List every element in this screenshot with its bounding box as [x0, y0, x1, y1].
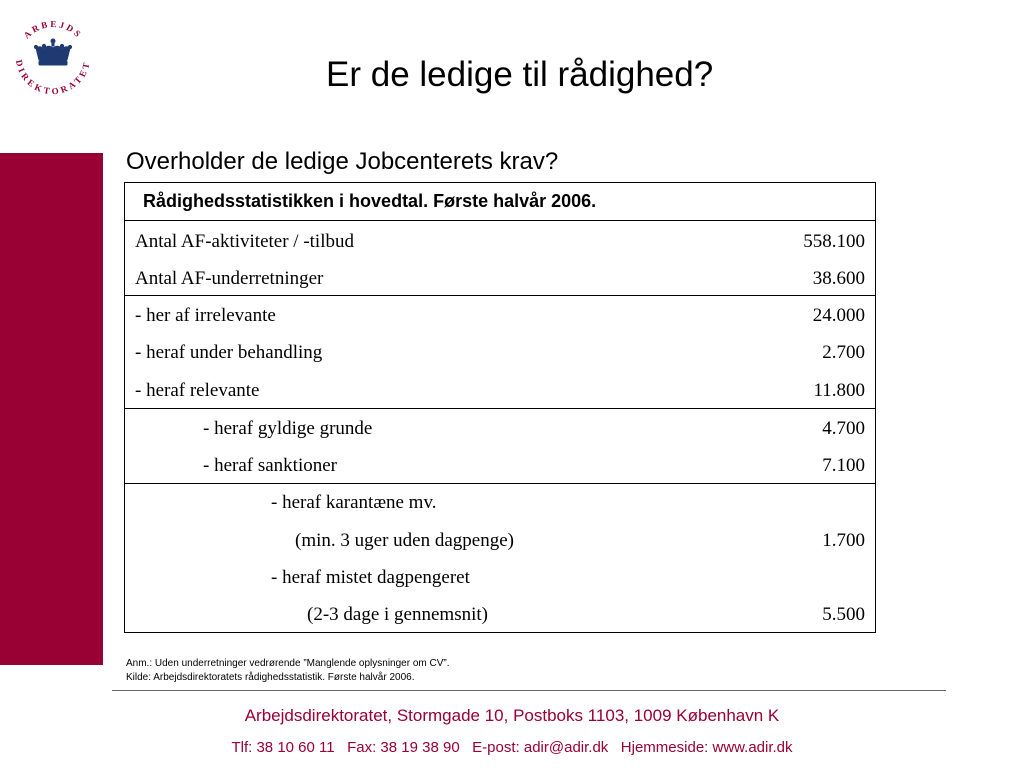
table-section-divider [125, 483, 875, 484]
table-row-label: (2-3 dage i gennemsnit) [307, 604, 488, 625]
table-row-label: Antal AF-aktiviteter / -tilbud [135, 231, 354, 252]
logo-arc-bottom-text: DIREKTORATET [13, 58, 93, 97]
table-row-value: 4.700 [822, 418, 865, 439]
table-row-value: 5.500 [822, 604, 865, 625]
table-row-label: - heraf karantæne mv. [271, 492, 437, 513]
logo-seal [8, 15, 98, 105]
table-row-label: - heraf relevante [135, 380, 260, 401]
table-notes [126, 657, 450, 685]
arbejdsdirektoratet-logo [8, 15, 98, 105]
table-row-label: - heraf gyldige grunde [203, 418, 373, 439]
table-row-value: 11.800 [813, 380, 865, 401]
statistics-table [124, 182, 876, 633]
table-row-value: 558.100 [803, 231, 865, 252]
table-row-value: 1.700 [822, 530, 865, 551]
table-section-divider [125, 295, 875, 296]
footer-contact: Tlf: 38 10 60 11 Fax: 38 19 38 90 E-post: adir@adir.dk Hjemmeside: www.adir.dk [231, 739, 793, 756]
table-header: Rådighedsstatistikken i hovedtal. Første halvår 2006. [125, 183, 875, 221]
table-row-label: - heraf sanktioner [203, 455, 337, 476]
footer-divider [112, 690, 946, 691]
note-anm: Anm.: Uden underretninger vedrørende ”Manglende oplysninger om CV”. [126, 658, 450, 669]
slide-subtitle: Overholder de ledige Jobcenterets krav? [126, 148, 559, 175]
logo-arc-top-text: ARBEJDS [21, 18, 85, 41]
accent-side-bar [0, 153, 103, 665]
slide-title: Er de ledige til rådighed? [326, 55, 714, 94]
table-row-label: - heraf mistet dagpengeret [271, 567, 470, 588]
table-row-label: - her af irrelevante [135, 305, 276, 326]
table-row-value: 24.000 [812, 305, 865, 326]
table-row-value: 38.600 [812, 268, 865, 289]
crown-icon [34, 39, 71, 65]
table-row-label: - heraf under behandling [135, 342, 323, 363]
table-section-divider [125, 408, 875, 409]
table-row-value: 7.100 [822, 455, 865, 476]
table-row-value: 2.700 [822, 342, 865, 363]
table-row-label: (min. 3 uger uden dagpenge) [295, 530, 514, 551]
note-kilde: Kilde: Arbejdsdirektoratets rådighedsstatistik. Første halvår 2006. [126, 672, 415, 683]
table-row-label: Antal AF-underretninger [135, 268, 324, 289]
footer-address: Arbejdsdirektoratet, Stormgade 10, Postboks 1103, 1009 København K [244, 706, 780, 725]
